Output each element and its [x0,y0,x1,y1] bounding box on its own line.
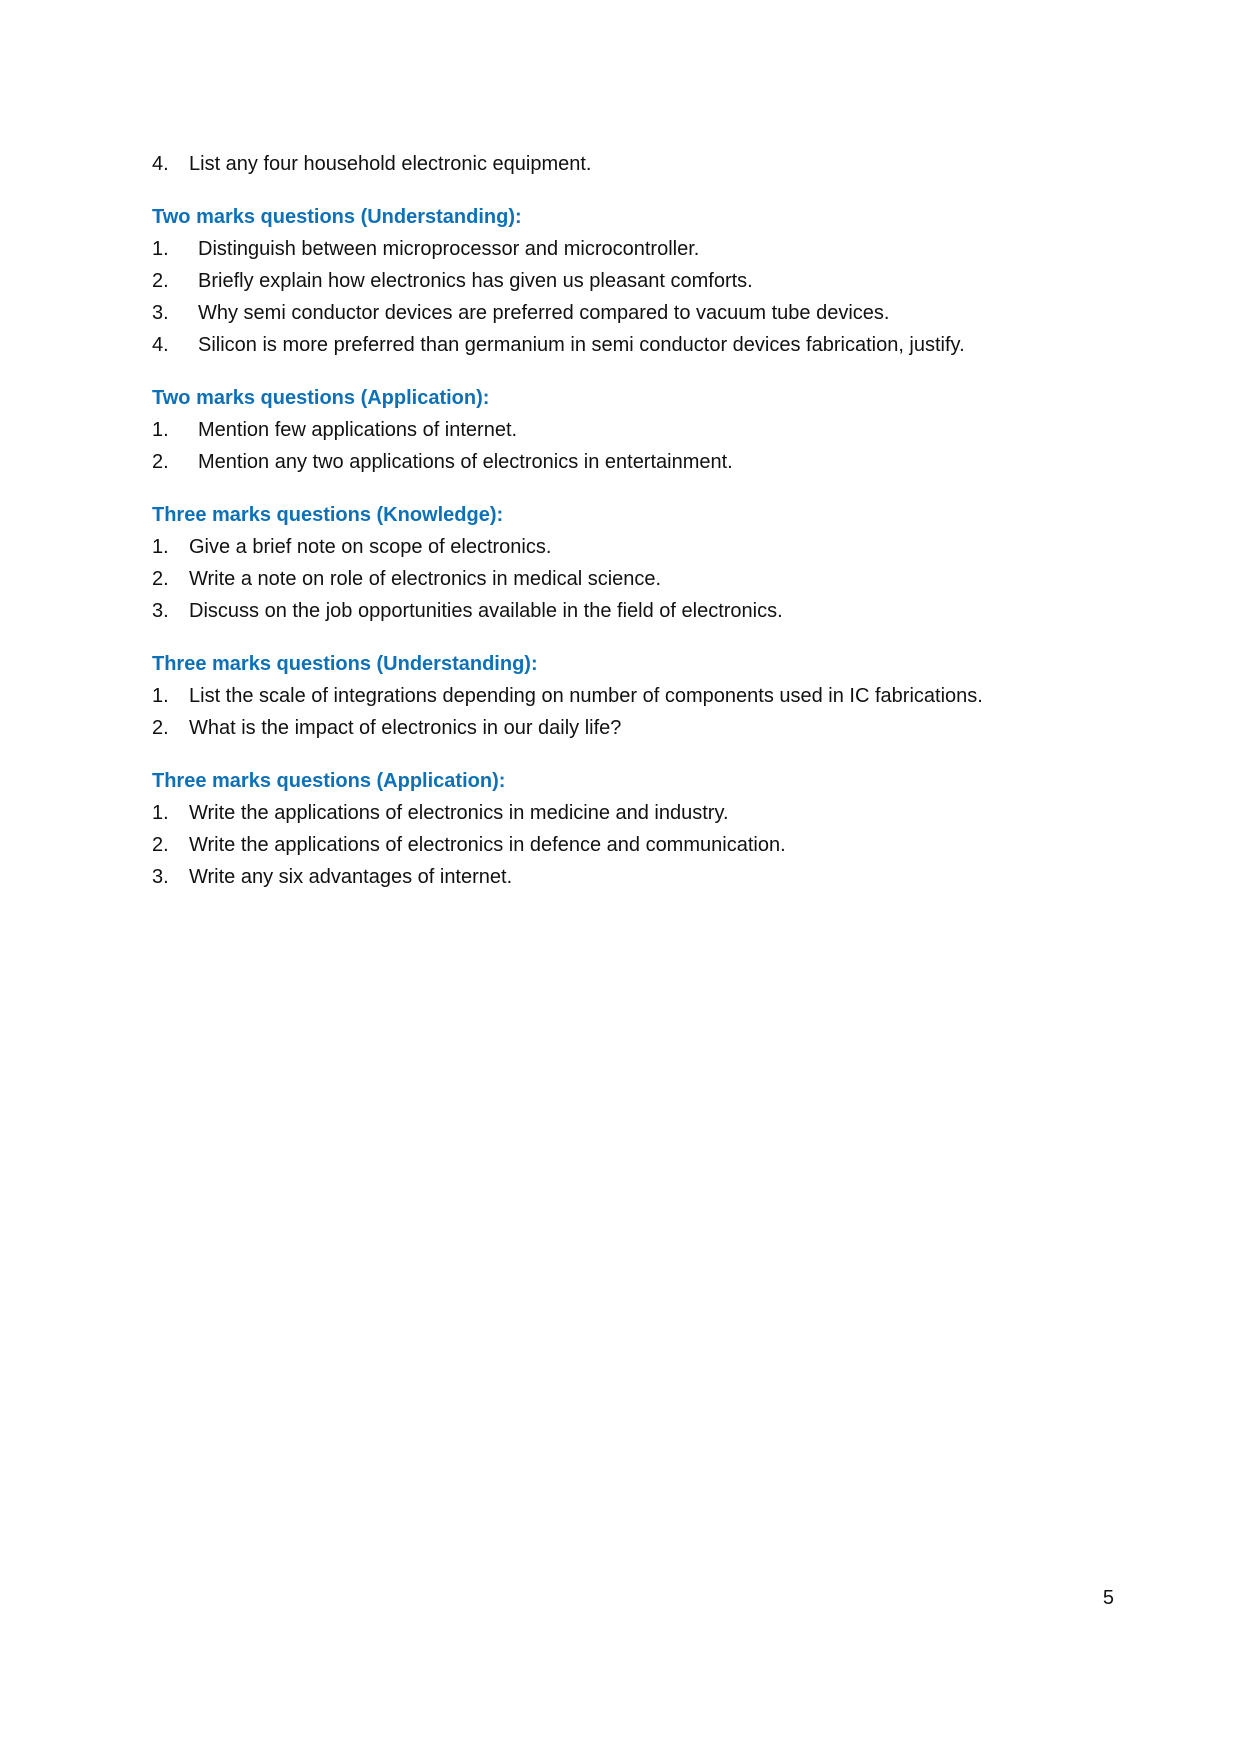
section-heading: Two marks questions (Understanding): [152,206,522,228]
item-text: What is the impact of electronics in our daily life? [189,717,622,739]
item-number: 1. [152,419,169,441]
item-text: Give a brief note on scope of electronics. [189,536,552,558]
section-two-marks-application [152,382,1092,478]
item-text: Distinguish between microprocessor and microcontroller. [198,238,700,260]
item-text: List any four household electronic equipment. [189,153,592,175]
item-number: 1. [152,536,169,558]
list-item [152,563,1092,595]
section-heading: Three marks questions (Knowledge): [152,504,504,526]
item-number: 1. [152,802,169,824]
list-item [152,797,1092,829]
item-text: List the scale of integrations depending on number of components used in IC fabrications. [189,685,983,707]
item-number: 4. [152,334,169,356]
section-three-marks-knowledge [152,499,1092,627]
item-text: Write any six advantages of internet. [189,866,513,888]
list-item [152,861,1092,893]
section-two-marks-understanding [152,201,1092,361]
item-number: 3. [152,866,169,888]
item-number: 2. [152,717,169,739]
list-item [152,297,1092,329]
list-item [152,531,1092,563]
item-text: Why semi conductor devices are preferred compared to vacuum tube devices. [198,302,890,324]
list-item [152,595,1092,627]
item-number: 2. [152,451,169,473]
question-content [152,148,1092,893]
item-text: Silicon is more preferred than germanium in semi conductor devices fabrication, justify. [198,334,965,356]
list-item [152,446,1092,478]
section-heading: Two marks questions (Application): [152,387,490,409]
item-text: Discuss on the job opportunities available in the field of electronics. [189,600,783,622]
list-item [152,829,1092,861]
item-number: 1. [152,238,169,260]
list-item [152,329,1092,361]
item-text: Write the applications of electronics in medicine and industry. [189,802,729,824]
item-text: Briefly explain how electronics has given us pleasant comforts. [198,270,753,292]
item-number: 3. [152,302,169,324]
list-item [152,712,1092,744]
item-text: Mention any two applications of electronics in entertainment. [198,451,733,473]
list-item [152,414,1092,446]
section-heading: Three marks questions (Understanding): [152,653,538,675]
page-number: 5 [1102,1587,1114,1609]
list-item [152,265,1092,297]
item-number: 2. [152,270,169,292]
item-text: Write the applications of electronics in defence and communication. [189,834,786,856]
section-three-marks-understanding [152,648,1092,744]
item-text: Write a note on role of electronics in medical science. [189,568,662,590]
list-item [152,680,1092,712]
section-heading: Three marks questions (Application): [152,770,506,792]
item-text: Mention few applications of internet. [198,419,518,441]
section-three-marks-application [152,765,1092,893]
list-item [152,233,1092,265]
item-number: 4. [152,153,169,175]
item-number: 3. [152,600,169,622]
item-number: 1. [152,685,169,707]
item-number: 2. [152,834,169,856]
list-item [152,148,1092,180]
item-number: 2. [152,568,169,590]
